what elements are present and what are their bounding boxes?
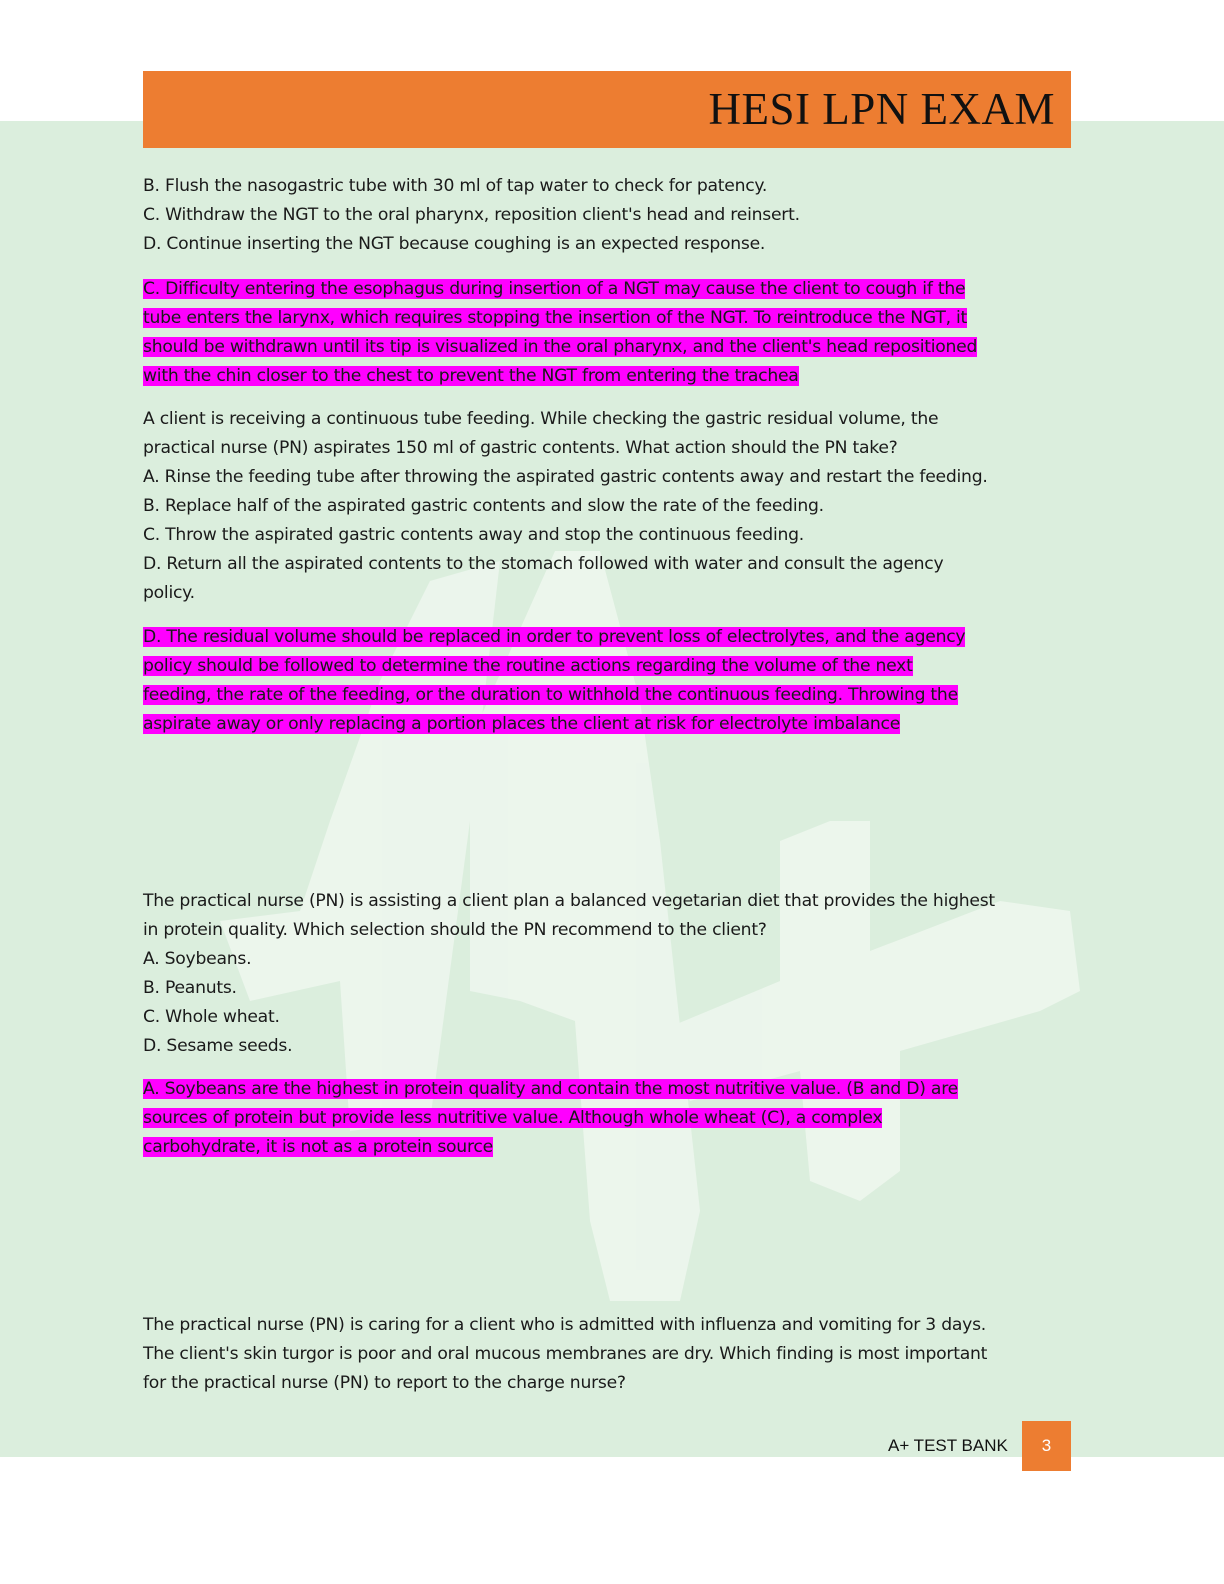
answer-line: aspirate away or only replacing a portion places the client at risk for electrolyte imbalance <box>143 714 901 734</box>
page-title: HESI LPN EXAM <box>708 84 1055 134</box>
answer-line: policy should be followed to determine the routine actions regarding the volume of the next <box>143 656 913 676</box>
answer-line: sources of protein but provide less nutritive value. Although whole wheat (C), a complex <box>143 1108 883 1128</box>
option-line: B. Flush the nasogastric tube with 30 ml of tap water to check for patency. <box>143 176 768 196</box>
question-line: practical nurse (PN) aspirates 150 ml of gastric contents. What action should the PN take? <box>143 438 898 458</box>
option-line: D. Sesame seeds. <box>143 1036 293 1056</box>
answer-line: should be withdrawn until its tip is visualized in the oral pharynx, and the client's head repositioned <box>143 337 978 357</box>
answer-line: with the chin closer to the chest to prevent the NGT from entering the trachea <box>143 366 799 386</box>
question-line: The practical nurse (PN) is assisting a client plan a balanced vegetarian diet that provides the highest <box>143 891 995 911</box>
option-line: policy. <box>143 583 195 603</box>
question-line: for the practical nurse (PN) to report to the charge nurse? <box>143 1373 626 1393</box>
option-line: A. Soybeans. <box>143 949 252 969</box>
question-line: in protein quality. Which selection should the PN recommend to the client? <box>143 920 767 940</box>
header-bar <box>143 71 1071 148</box>
answer-line: C. Difficulty entering the esophagus during insertion of a NGT may cause the client to cough if the <box>143 279 966 299</box>
option-line: C. Withdraw the NGT to the oral pharynx, reposition client's head and reinsert. <box>143 205 800 225</box>
question-line: The client's skin turgor is poor and oral mucous membranes are dry. Which finding is most important <box>143 1344 988 1364</box>
question-line: A client is receiving a continuous tube feeding. While checking the gastric residual volume, the <box>143 409 939 429</box>
option-line: D. Continue inserting the NGT because coughing is an expected response. <box>143 234 766 254</box>
option-line: C. Whole wheat. <box>143 1007 280 1027</box>
page-number: 3 <box>1022 1421 1071 1471</box>
option-line: A. Rinse the feeding tube after throwing the aspirated gastric contents away and restart the feeding. <box>143 467 988 487</box>
answer-line: feeding, the rate of the feeding, or the duration to withhold the continuous feeding. Throwing the <box>143 685 958 705</box>
option-line: C. Throw the aspirated gastric contents away and stop the continuous feeding. <box>143 525 804 545</box>
option-line: D. Return all the aspirated contents to the stomach followed with water and consult the agency <box>143 554 944 574</box>
answer-line: carbohydrate, it is not as a protein source <box>143 1137 493 1157</box>
answer-line: A. Soybeans are the highest in protein quality and contain the most nutritive value. (B and D) are <box>143 1079 958 1099</box>
option-line: B. Peanuts. <box>143 978 237 998</box>
footer-label: A+ TEST BANK <box>888 1436 1008 1455</box>
answer-line: tube enters the larynx, which requires stopping the insertion of the NGT. To reintroduce the NGT, it <box>143 308 968 328</box>
question-line: The practical nurse (PN) is caring for a client who is admitted with influenza and vomiting for 3 days. <box>143 1315 986 1335</box>
option-line: B. Replace half of the aspirated gastric contents and slow the rate of the feeding. <box>143 496 824 516</box>
answer-line: D. The residual volume should be replaced in order to prevent loss of electrolytes, and the agency <box>143 627 966 647</box>
